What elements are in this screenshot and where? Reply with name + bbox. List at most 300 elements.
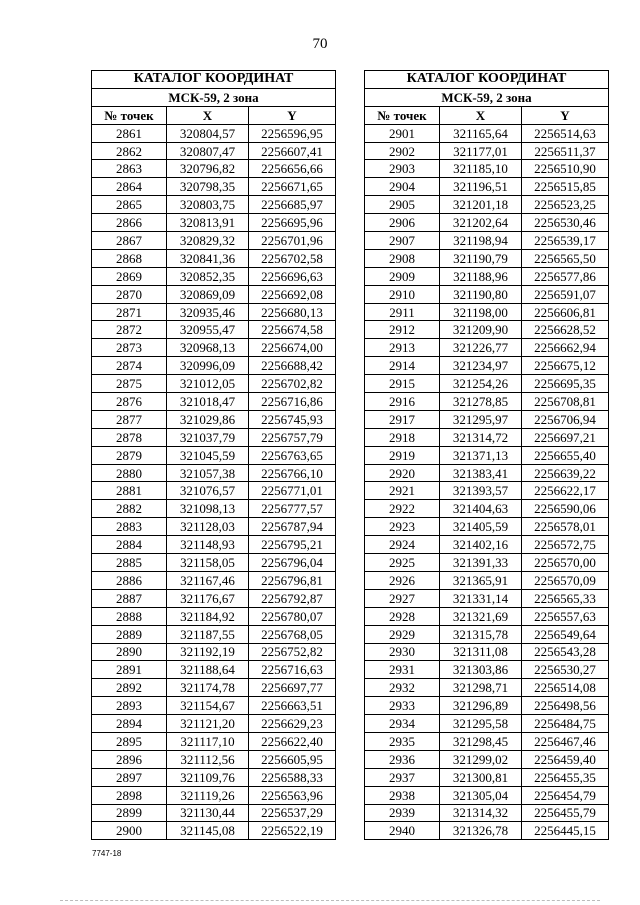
point-number-cell: 2933 bbox=[365, 697, 440, 715]
table-row bbox=[365, 410, 609, 428]
y-coordinate-cell: 2256768,05 bbox=[249, 625, 336, 643]
y-coordinate-cell: 2256697,77 bbox=[249, 679, 336, 697]
column-header-x: X bbox=[440, 106, 522, 124]
point-number-cell: 2914 bbox=[365, 357, 440, 375]
point-number-cell: 2937 bbox=[365, 768, 440, 786]
x-coordinate-cell: 321196,51 bbox=[440, 178, 522, 196]
x-coordinate-cell: 321121,20 bbox=[167, 715, 249, 733]
x-coordinate-cell: 321076,57 bbox=[167, 482, 249, 500]
x-coordinate-cell: 321404,63 bbox=[440, 500, 522, 518]
x-coordinate-cell: 321300,81 bbox=[440, 768, 522, 786]
point-number-cell: 2887 bbox=[92, 589, 167, 607]
y-coordinate-cell: 2256752,82 bbox=[249, 643, 336, 661]
catalog-title: КАТАЛОГ КООРДИНАТ bbox=[92, 71, 336, 89]
table-row bbox=[365, 339, 609, 357]
table-row bbox=[365, 160, 609, 178]
point-number-cell: 2927 bbox=[365, 589, 440, 607]
x-coordinate-cell: 321305,04 bbox=[440, 786, 522, 804]
y-coordinate-cell: 2256663,51 bbox=[249, 697, 336, 715]
table-row bbox=[365, 124, 609, 142]
x-coordinate-cell: 321174,78 bbox=[167, 679, 249, 697]
x-coordinate-cell: 321198,00 bbox=[440, 303, 522, 321]
point-number-cell: 2880 bbox=[92, 464, 167, 482]
scan-edge-line bbox=[60, 900, 600, 902]
table-row bbox=[92, 589, 336, 607]
table-row bbox=[365, 679, 609, 697]
y-coordinate-cell: 2256716,63 bbox=[249, 661, 336, 679]
point-number-cell: 2916 bbox=[365, 393, 440, 411]
table-row bbox=[92, 518, 336, 536]
x-coordinate-cell: 321012,05 bbox=[167, 375, 249, 393]
table-row bbox=[92, 822, 336, 840]
table-row bbox=[365, 446, 609, 464]
x-coordinate-cell: 321148,93 bbox=[167, 536, 249, 554]
y-coordinate-cell: 2256454,79 bbox=[522, 786, 609, 804]
point-number-cell: 2917 bbox=[365, 410, 440, 428]
table-row bbox=[365, 518, 609, 536]
table-row bbox=[365, 249, 609, 267]
y-coordinate-cell: 2256639,22 bbox=[522, 464, 609, 482]
y-coordinate-cell: 2256607,41 bbox=[249, 142, 336, 160]
table-row bbox=[365, 697, 609, 715]
y-coordinate-cell: 2256605,95 bbox=[249, 750, 336, 768]
y-coordinate-cell: 2256498,56 bbox=[522, 697, 609, 715]
point-number-cell: 2926 bbox=[365, 571, 440, 589]
y-coordinate-cell: 2256622,40 bbox=[249, 732, 336, 750]
point-number-cell: 2923 bbox=[365, 518, 440, 536]
y-coordinate-cell: 2256685,97 bbox=[249, 196, 336, 214]
table-row bbox=[92, 786, 336, 804]
table-row bbox=[365, 571, 609, 589]
x-coordinate-cell: 321167,46 bbox=[167, 571, 249, 589]
y-coordinate-cell: 2256702,58 bbox=[249, 249, 336, 267]
x-coordinate-cell: 321295,97 bbox=[440, 410, 522, 428]
table-row bbox=[365, 428, 609, 446]
x-coordinate-cell: 321184,92 bbox=[167, 607, 249, 625]
y-coordinate-cell: 2256577,86 bbox=[522, 267, 609, 285]
point-number-cell: 2932 bbox=[365, 679, 440, 697]
table-row bbox=[365, 285, 609, 303]
point-number-cell: 2919 bbox=[365, 446, 440, 464]
table-row bbox=[92, 482, 336, 500]
x-coordinate-cell: 321018,47 bbox=[167, 393, 249, 411]
x-coordinate-cell: 320796,82 bbox=[167, 160, 249, 178]
point-number-cell: 2886 bbox=[92, 571, 167, 589]
y-coordinate-cell: 2256766,10 bbox=[249, 464, 336, 482]
table-row bbox=[92, 232, 336, 250]
table-row bbox=[365, 393, 609, 411]
table-row bbox=[92, 464, 336, 482]
point-number-cell: 2905 bbox=[365, 196, 440, 214]
y-coordinate-cell: 2256716,86 bbox=[249, 393, 336, 411]
point-number-cell: 2888 bbox=[92, 607, 167, 625]
point-number-cell: 2896 bbox=[92, 750, 167, 768]
y-coordinate-cell: 2256467,46 bbox=[522, 732, 609, 750]
x-coordinate-cell: 320804,57 bbox=[167, 124, 249, 142]
x-coordinate-cell: 321188,96 bbox=[440, 267, 522, 285]
point-number-cell: 2913 bbox=[365, 339, 440, 357]
table-row bbox=[365, 822, 609, 840]
y-coordinate-cell: 2256701,96 bbox=[249, 232, 336, 250]
table-row bbox=[365, 643, 609, 661]
y-coordinate-cell: 2256662,94 bbox=[522, 339, 609, 357]
table-row bbox=[92, 428, 336, 446]
x-coordinate-cell: 321315,78 bbox=[440, 625, 522, 643]
column-header-y: Y bbox=[249, 106, 336, 124]
table-row bbox=[92, 410, 336, 428]
x-coordinate-cell: 321158,05 bbox=[167, 554, 249, 572]
column-header-y: Y bbox=[522, 106, 609, 124]
y-coordinate-cell: 2256629,23 bbox=[249, 715, 336, 733]
table-row bbox=[365, 732, 609, 750]
table-row bbox=[365, 536, 609, 554]
x-coordinate-cell: 321393,57 bbox=[440, 482, 522, 500]
point-number-cell: 2872 bbox=[92, 321, 167, 339]
table-row bbox=[92, 607, 336, 625]
point-number-cell: 2894 bbox=[92, 715, 167, 733]
x-coordinate-cell: 321391,33 bbox=[440, 554, 522, 572]
point-number-cell: 2902 bbox=[365, 142, 440, 160]
x-coordinate-cell: 321405,59 bbox=[440, 518, 522, 536]
y-coordinate-cell: 2256514,08 bbox=[522, 679, 609, 697]
y-coordinate-cell: 2256578,01 bbox=[522, 518, 609, 536]
x-coordinate-cell: 321299,02 bbox=[440, 750, 522, 768]
coordinate-catalog-table-right bbox=[364, 70, 609, 840]
y-coordinate-cell: 2256796,04 bbox=[249, 554, 336, 572]
y-coordinate-cell: 2256522,19 bbox=[249, 822, 336, 840]
point-number-cell: 2869 bbox=[92, 267, 167, 285]
y-coordinate-cell: 2256796,81 bbox=[249, 571, 336, 589]
point-number-cell: 2934 bbox=[365, 715, 440, 733]
y-coordinate-cell: 2256530,46 bbox=[522, 214, 609, 232]
table-row bbox=[365, 500, 609, 518]
x-coordinate-cell: 321226,77 bbox=[440, 339, 522, 357]
table-row bbox=[365, 142, 609, 160]
catalog-title: КАТАЛОГ КООРДИНАТ bbox=[365, 71, 609, 89]
x-coordinate-cell: 321278,85 bbox=[440, 393, 522, 411]
x-coordinate-cell: 321303,86 bbox=[440, 661, 522, 679]
table-row bbox=[92, 750, 336, 768]
y-coordinate-cell: 2256757,79 bbox=[249, 428, 336, 446]
x-coordinate-cell: 321117,10 bbox=[167, 732, 249, 750]
table-row bbox=[92, 124, 336, 142]
table-row bbox=[92, 446, 336, 464]
point-number-cell: 2911 bbox=[365, 303, 440, 321]
point-number-cell: 2882 bbox=[92, 500, 167, 518]
point-number-cell: 2912 bbox=[365, 321, 440, 339]
point-number-cell: 2895 bbox=[92, 732, 167, 750]
x-coordinate-cell: 321154,67 bbox=[167, 697, 249, 715]
point-number-cell: 2920 bbox=[365, 464, 440, 482]
table-row bbox=[365, 768, 609, 786]
x-coordinate-cell: 321311,08 bbox=[440, 643, 522, 661]
x-coordinate-cell: 321176,67 bbox=[167, 589, 249, 607]
point-number-cell: 2922 bbox=[365, 500, 440, 518]
table-row bbox=[365, 786, 609, 804]
point-number-cell: 2901 bbox=[365, 124, 440, 142]
y-coordinate-cell: 2256565,33 bbox=[522, 589, 609, 607]
point-number-cell: 2909 bbox=[365, 267, 440, 285]
x-coordinate-cell: 321295,58 bbox=[440, 715, 522, 733]
point-number-cell: 2884 bbox=[92, 536, 167, 554]
x-coordinate-cell: 321119,26 bbox=[167, 786, 249, 804]
x-coordinate-cell: 321130,44 bbox=[167, 804, 249, 822]
table-row bbox=[92, 643, 336, 661]
column-header-x: X bbox=[167, 106, 249, 124]
x-coordinate-cell: 321314,72 bbox=[440, 428, 522, 446]
coordinate-catalog-table-left bbox=[91, 70, 336, 840]
x-coordinate-cell: 321402,16 bbox=[440, 536, 522, 554]
x-coordinate-cell: 321112,56 bbox=[167, 750, 249, 768]
y-coordinate-cell: 2256572,75 bbox=[522, 536, 609, 554]
x-coordinate-cell: 320996,09 bbox=[167, 357, 249, 375]
table-row bbox=[92, 267, 336, 285]
point-number-cell: 2931 bbox=[365, 661, 440, 679]
document-code: 7747-18 bbox=[92, 849, 122, 858]
x-coordinate-cell: 321298,71 bbox=[440, 679, 522, 697]
x-coordinate-cell: 321383,41 bbox=[440, 464, 522, 482]
x-coordinate-cell: 320807,47 bbox=[167, 142, 249, 160]
point-number-cell: 2863 bbox=[92, 160, 167, 178]
x-coordinate-cell: 321128,03 bbox=[167, 518, 249, 536]
x-coordinate-cell: 320968,13 bbox=[167, 339, 249, 357]
point-number-cell: 2877 bbox=[92, 410, 167, 428]
table-row bbox=[365, 715, 609, 733]
x-coordinate-cell: 321296,89 bbox=[440, 697, 522, 715]
y-coordinate-cell: 2256696,63 bbox=[249, 267, 336, 285]
table-row bbox=[92, 536, 336, 554]
point-number-cell: 2867 bbox=[92, 232, 167, 250]
x-coordinate-cell: 321209,90 bbox=[440, 321, 522, 339]
table-row bbox=[92, 142, 336, 160]
table-row bbox=[365, 804, 609, 822]
point-number-cell: 2871 bbox=[92, 303, 167, 321]
point-number-cell: 2868 bbox=[92, 249, 167, 267]
y-coordinate-cell: 2256588,33 bbox=[249, 768, 336, 786]
table-row bbox=[365, 357, 609, 375]
x-coordinate-cell: 320852,35 bbox=[167, 267, 249, 285]
y-coordinate-cell: 2256692,08 bbox=[249, 285, 336, 303]
page-number: 70 bbox=[312, 36, 328, 52]
point-number-cell: 2874 bbox=[92, 357, 167, 375]
point-number-cell: 2938 bbox=[365, 786, 440, 804]
y-coordinate-cell: 2256622,17 bbox=[522, 482, 609, 500]
y-coordinate-cell: 2256565,50 bbox=[522, 249, 609, 267]
x-coordinate-cell: 321234,97 bbox=[440, 357, 522, 375]
table-row bbox=[92, 196, 336, 214]
table-row bbox=[365, 214, 609, 232]
x-coordinate-cell: 320798,35 bbox=[167, 178, 249, 196]
coordinate-system-zone: МСК-59, 2 зона bbox=[92, 88, 336, 106]
table-row bbox=[365, 750, 609, 768]
y-coordinate-cell: 2256780,07 bbox=[249, 607, 336, 625]
table-row bbox=[92, 393, 336, 411]
y-coordinate-cell: 2256511,37 bbox=[522, 142, 609, 160]
table-row bbox=[92, 500, 336, 518]
table-row bbox=[92, 661, 336, 679]
table-row bbox=[365, 464, 609, 482]
point-number-cell: 2876 bbox=[92, 393, 167, 411]
y-coordinate-cell: 2256537,29 bbox=[249, 804, 336, 822]
y-coordinate-cell: 2256695,96 bbox=[249, 214, 336, 232]
x-coordinate-cell: 321145,08 bbox=[167, 822, 249, 840]
table-row bbox=[92, 375, 336, 393]
table-row bbox=[92, 303, 336, 321]
y-coordinate-cell: 2256787,94 bbox=[249, 518, 336, 536]
table-row bbox=[92, 285, 336, 303]
table-row bbox=[92, 715, 336, 733]
point-number-cell: 2928 bbox=[365, 607, 440, 625]
y-coordinate-cell: 2256656,66 bbox=[249, 160, 336, 178]
y-coordinate-cell: 2256570,00 bbox=[522, 554, 609, 572]
y-coordinate-cell: 2256674,00 bbox=[249, 339, 336, 357]
y-coordinate-cell: 2256771,01 bbox=[249, 482, 336, 500]
y-coordinate-cell: 2256655,40 bbox=[522, 446, 609, 464]
y-coordinate-cell: 2256675,12 bbox=[522, 357, 609, 375]
point-number-cell: 2875 bbox=[92, 375, 167, 393]
table-row bbox=[92, 321, 336, 339]
point-number-cell: 2866 bbox=[92, 214, 167, 232]
point-number-cell: 2865 bbox=[92, 196, 167, 214]
table-row bbox=[92, 571, 336, 589]
y-coordinate-cell: 2256484,75 bbox=[522, 715, 609, 733]
table-row bbox=[92, 214, 336, 232]
table-row bbox=[92, 249, 336, 267]
x-coordinate-cell: 321177,01 bbox=[440, 142, 522, 160]
x-coordinate-cell: 321188,64 bbox=[167, 661, 249, 679]
point-number-cell: 2864 bbox=[92, 178, 167, 196]
y-coordinate-cell: 2256680,13 bbox=[249, 303, 336, 321]
x-coordinate-cell: 321165,64 bbox=[440, 124, 522, 142]
x-coordinate-cell: 321109,76 bbox=[167, 768, 249, 786]
point-number-cell: 2903 bbox=[365, 160, 440, 178]
y-coordinate-cell: 2256530,27 bbox=[522, 661, 609, 679]
y-coordinate-cell: 2256510,90 bbox=[522, 160, 609, 178]
point-number-cell: 2900 bbox=[92, 822, 167, 840]
point-number-cell: 2915 bbox=[365, 375, 440, 393]
point-number-cell: 2925 bbox=[365, 554, 440, 572]
x-coordinate-cell: 320803,75 bbox=[167, 196, 249, 214]
table-row bbox=[92, 679, 336, 697]
y-coordinate-cell: 2256591,07 bbox=[522, 285, 609, 303]
point-number-cell: 2929 bbox=[365, 625, 440, 643]
x-coordinate-cell: 321187,55 bbox=[167, 625, 249, 643]
x-coordinate-cell: 320841,36 bbox=[167, 249, 249, 267]
point-number-cell: 2870 bbox=[92, 285, 167, 303]
point-number-cell: 2892 bbox=[92, 679, 167, 697]
table-row bbox=[365, 303, 609, 321]
table-row bbox=[365, 232, 609, 250]
x-coordinate-cell: 321298,45 bbox=[440, 732, 522, 750]
point-number-cell: 2861 bbox=[92, 124, 167, 142]
coordinate-system-zone: МСК-59, 2 зона bbox=[365, 88, 609, 106]
table-row bbox=[365, 178, 609, 196]
y-coordinate-cell: 2256515,85 bbox=[522, 178, 609, 196]
y-coordinate-cell: 2256539,17 bbox=[522, 232, 609, 250]
y-coordinate-cell: 2256445,15 bbox=[522, 822, 609, 840]
x-coordinate-cell: 321201,18 bbox=[440, 196, 522, 214]
point-number-cell: 2897 bbox=[92, 768, 167, 786]
y-coordinate-cell: 2256557,63 bbox=[522, 607, 609, 625]
table-row bbox=[92, 732, 336, 750]
point-number-cell: 2878 bbox=[92, 428, 167, 446]
point-number-cell: 2893 bbox=[92, 697, 167, 715]
x-coordinate-cell: 321202,64 bbox=[440, 214, 522, 232]
point-number-cell: 2881 bbox=[92, 482, 167, 500]
table-row bbox=[92, 697, 336, 715]
x-coordinate-cell: 321098,13 bbox=[167, 500, 249, 518]
y-coordinate-cell: 2256688,42 bbox=[249, 357, 336, 375]
y-coordinate-cell: 2256549,64 bbox=[522, 625, 609, 643]
x-coordinate-cell: 321190,79 bbox=[440, 249, 522, 267]
column-header-point-number: № точек bbox=[92, 106, 167, 124]
point-number-cell: 2930 bbox=[365, 643, 440, 661]
x-coordinate-cell: 321057,38 bbox=[167, 464, 249, 482]
x-coordinate-cell: 321037,79 bbox=[167, 428, 249, 446]
table-row bbox=[365, 554, 609, 572]
x-coordinate-cell: 320935,46 bbox=[167, 303, 249, 321]
y-coordinate-cell: 2256763,65 bbox=[249, 446, 336, 464]
y-coordinate-cell: 2256708,81 bbox=[522, 393, 609, 411]
table-row bbox=[92, 357, 336, 375]
point-number-cell: 2940 bbox=[365, 822, 440, 840]
table-row bbox=[365, 589, 609, 607]
table-row bbox=[92, 178, 336, 196]
x-coordinate-cell: 321254,26 bbox=[440, 375, 522, 393]
table-row bbox=[365, 482, 609, 500]
x-coordinate-cell: 321331,14 bbox=[440, 589, 522, 607]
point-number-cell: 2908 bbox=[365, 249, 440, 267]
point-number-cell: 2890 bbox=[92, 643, 167, 661]
x-coordinate-cell: 320869,09 bbox=[167, 285, 249, 303]
table-row bbox=[365, 321, 609, 339]
x-coordinate-cell: 321371,13 bbox=[440, 446, 522, 464]
point-number-cell: 2921 bbox=[365, 482, 440, 500]
point-number-cell: 2939 bbox=[365, 804, 440, 822]
y-coordinate-cell: 2256795,21 bbox=[249, 536, 336, 554]
point-number-cell: 2873 bbox=[92, 339, 167, 357]
y-coordinate-cell: 2256745,93 bbox=[249, 410, 336, 428]
y-coordinate-cell: 2256543,28 bbox=[522, 643, 609, 661]
x-coordinate-cell: 321321,69 bbox=[440, 607, 522, 625]
table-row bbox=[365, 625, 609, 643]
x-coordinate-cell: 321365,91 bbox=[440, 571, 522, 589]
y-coordinate-cell: 2256702,82 bbox=[249, 375, 336, 393]
x-coordinate-cell: 321326,78 bbox=[440, 822, 522, 840]
point-number-cell: 2924 bbox=[365, 536, 440, 554]
table-row bbox=[365, 661, 609, 679]
x-coordinate-cell: 321314,32 bbox=[440, 804, 522, 822]
y-coordinate-cell: 2256455,35 bbox=[522, 768, 609, 786]
table-body bbox=[365, 124, 609, 840]
table-row bbox=[92, 160, 336, 178]
x-coordinate-cell: 320829,32 bbox=[167, 232, 249, 250]
column-header-point-number: № точек bbox=[365, 106, 440, 124]
y-coordinate-cell: 2256514,63 bbox=[522, 124, 609, 142]
x-coordinate-cell: 321045,59 bbox=[167, 446, 249, 464]
point-number-cell: 2885 bbox=[92, 554, 167, 572]
x-coordinate-cell: 321192,19 bbox=[167, 643, 249, 661]
y-coordinate-cell: 2256706,94 bbox=[522, 410, 609, 428]
x-coordinate-cell: 321029,86 bbox=[167, 410, 249, 428]
y-coordinate-cell: 2256606,81 bbox=[522, 303, 609, 321]
y-coordinate-cell: 2256570,09 bbox=[522, 571, 609, 589]
table-row bbox=[365, 267, 609, 285]
point-number-cell: 2898 bbox=[92, 786, 167, 804]
y-coordinate-cell: 2256590,06 bbox=[522, 500, 609, 518]
x-coordinate-cell: 321190,80 bbox=[440, 285, 522, 303]
table-body bbox=[92, 124, 336, 840]
